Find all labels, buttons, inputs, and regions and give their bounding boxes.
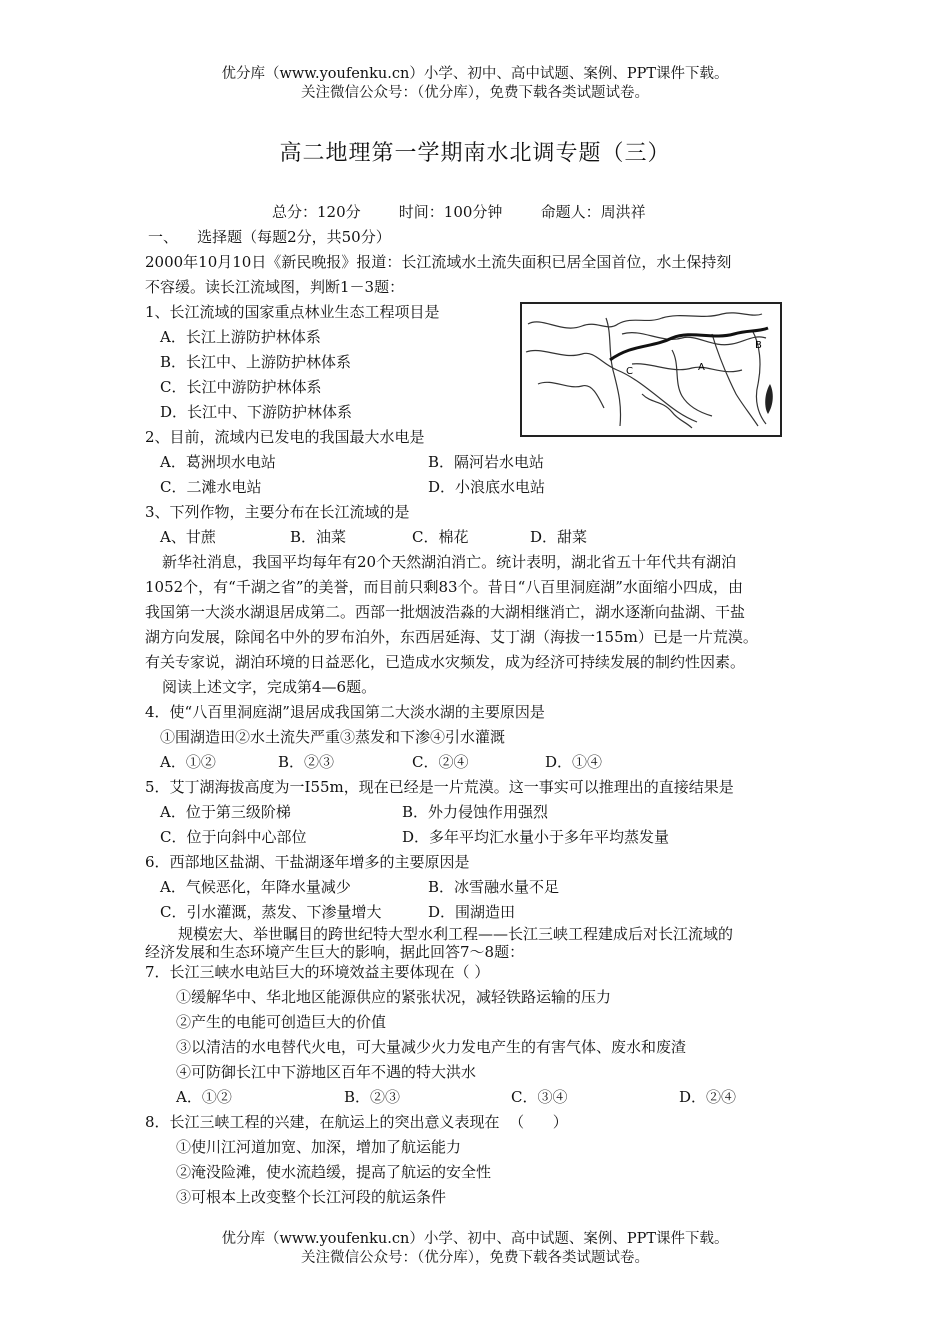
question-2-option: D．小浪底水电站	[428, 478, 546, 496]
passage-line: 我国第一大淡水湖退居成第二。西部一批烟波浩淼的大湖相继消亡，湖水逐渐向盐湖、干盐	[145, 603, 746, 621]
question-1-stem: 1、长江流域的国家重点林业生态工程项目是	[145, 303, 440, 321]
section-heading: 一、 选择题（每题2分，共50分）	[148, 228, 391, 246]
question-8-stem: 8．长江三峡工程的兴建，在航运上的突出意义表现在 （ ）	[145, 1113, 568, 1131]
question-3-option: D．甜菜	[530, 528, 588, 546]
question-3-option: C．棉花	[412, 528, 469, 546]
map-label-c: C	[626, 366, 633, 377]
question-3-option: B．油菜	[290, 528, 347, 546]
question-7-option: C．③④	[511, 1088, 568, 1106]
header-line-2: 关注微信公众号：（优分库），免费下载各类试题试卷。	[301, 85, 649, 101]
passage-line: 湖方向发展，除闻名中外的罗布泊外，东西居延海、艾丁湖（海拔一155m）已是一片荒漠。	[145, 628, 758, 646]
passage-line: 新华社消息，我国平均每年有20个天然湖泊消亡。统计表明，湖北省五十年代共有湖泊	[162, 553, 737, 571]
question-2-option: A．葛洲坝水电站	[160, 453, 276, 471]
passage-line: 1052个，有“千湖之省”的美誉，而目前只剩83个。昔日“八百里洞庭湖”水面缩小四成，由	[145, 578, 743, 596]
question-8-item: ①使川江河道加宽、加深，增加了航运能力	[176, 1138, 462, 1156]
question-2-option: C．二滩水电站	[160, 478, 262, 496]
question-5-stem: 5．艾丁湖海拔高度为一I55m，现在已经是一片荒漠。这一事实可以推理出的直接结果是	[145, 778, 734, 796]
question-1-option: A．长江上游防护林体系	[160, 328, 321, 346]
question-4-items: ①围湖造田②水土流失严重③蒸发和下渗④引水灌溉	[160, 728, 506, 746]
question-4-option: C．②④	[412, 753, 469, 771]
question-5-option: C．位于向斜中心部位	[160, 828, 307, 846]
intro-line: 2000年10月10日《新民晚报》报道：长江流域水土流失面积已居全国首位，水土保持刻	[145, 253, 732, 271]
question-1-option: B．长江中、上游防护林体系	[160, 353, 352, 371]
exam-meta	[272, 201, 646, 222]
question-4-option: B．②③	[278, 753, 335, 771]
passage-line: 阅读上述文字，完成第4—6题。	[162, 678, 377, 696]
question-5-option: A．位于第三级阶梯	[160, 803, 291, 821]
question-5-option: B．外力侵蚀作用强烈	[402, 803, 549, 821]
question-7-item: ④可防御长江中下游地区百年不遇的特大洪水	[176, 1063, 477, 1081]
question-7-stem: 7．长江三峡水电站巨大的环境效益主要体现在（ ）	[145, 963, 490, 981]
question-6-option: A．气候恶化，年降水量减少	[160, 878, 351, 896]
question-6-option: B．冰雪融水量不足	[428, 878, 560, 896]
question-3-stem: 3、下列作物，主要分布在长江流域的是	[145, 503, 410, 521]
passage-line: 规模宏大、举世瞩目的跨世纪特大型水利工程——长江三峡工程建成后对长江流域的	[178, 925, 734, 943]
question-6-stem: 6．西部地区盐湖、干盐湖逐年增多的主要原因是	[145, 853, 470, 871]
total-score: 总分：120分	[272, 203, 361, 221]
question-7-option: D．②④	[679, 1088, 737, 1106]
page-title: 高二地理第一学期南水北调专题（三）	[279, 141, 671, 166]
question-6-option: C．引水灌溉，蒸发、下渗量增大	[160, 903, 382, 921]
question-8-item: ③可根本上改变整个长江河段的航运条件	[176, 1188, 447, 1206]
question-2-option: B．隔河岩水电站	[428, 453, 545, 471]
question-6-option: D．围湖造田	[428, 903, 516, 921]
question-7-option: B．②③	[344, 1088, 401, 1106]
exam-author: 命题人：周洪祥	[540, 203, 646, 221]
question-1-option: C．长江中游防护林体系	[160, 378, 322, 396]
question-5-option: D．多年平均汇水量小于多年平均蒸发量	[402, 828, 670, 846]
question-1-option: D．长江中、下游防护林体系	[160, 403, 353, 421]
footer-line-1: 优分库（www.youfenku.cn）小学、初中、高中试题、案例、PPT课件下载。	[221, 1231, 729, 1247]
footer-line-2: 关注微信公众号：（优分库），免费下载各类试题试卷。	[301, 1250, 649, 1266]
yangtze-basin-map	[520, 302, 782, 437]
question-4-option: A．①②	[160, 753, 216, 771]
question-8-item: ②淹没险滩，使水流趋缓，提高了航运的安全性	[176, 1163, 492, 1181]
map-label-a: A	[698, 362, 705, 373]
question-7-item: ①缓解华中、华北地区能源供应的紧张状况，减轻铁路运输的压力	[176, 988, 612, 1006]
passage-line: 经济发展和生态环境产生巨大的影响，据此回答7～8题：	[145, 943, 525, 961]
exam-time: 时间：100分钟	[398, 203, 503, 221]
question-2-stem: 2、目前，流域内已发电的我国最大水电是	[145, 428, 425, 446]
question-7-item: ②产生的电能可创造巨大的价值	[176, 1013, 387, 1031]
question-4-stem: 4．使“八百里洞庭湖”退居成我国第二大淡水湖的主要原因是	[145, 703, 545, 721]
question-3-option: A、甘蔗	[160, 528, 216, 546]
map-drawing	[522, 304, 780, 435]
map-label-b: B	[755, 340, 762, 351]
passage-line: 有关专家说，湖泊环境的日益恶化，已造成水灾频发，成为经济可持续发展的制约性因素。	[145, 653, 746, 671]
question-7-option: A．①②	[176, 1088, 232, 1106]
question-7-item: ③以清洁的水电替代火电，可大量减少火力发电产生的有害气体、废水和废渣	[176, 1038, 687, 1056]
question-4-option: D．①④	[545, 753, 603, 771]
intro-line: 不容缓。读长江流域图，判断1－3题：	[145, 278, 405, 296]
header-line-1: 优分库（www.youfenku.cn）小学、初中、高中试题、案例、PPT课件下载。	[221, 66, 729, 82]
